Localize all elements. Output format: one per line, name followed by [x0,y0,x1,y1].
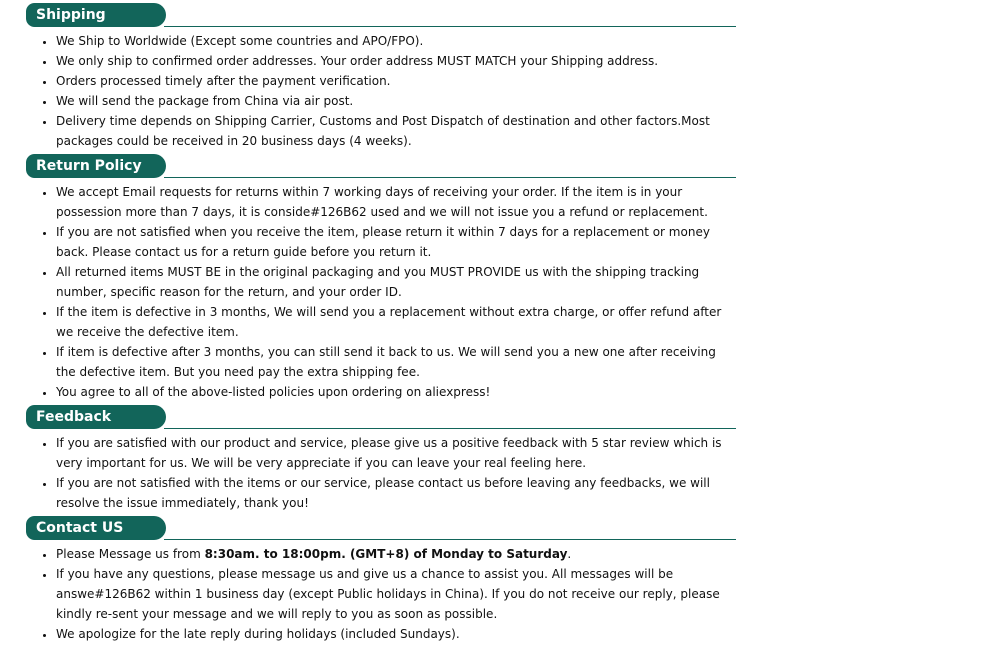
list-item: • Orders processed timely after the payment verification. [56,71,736,91]
list-item: • We only ship to confirmed order addresses. Your order address MUST MATCH your Shipping address. [56,51,736,71]
return-policy-section [26,154,736,402]
contact-title: Contact US [26,516,166,540]
shipping-header [26,3,736,29]
contact-section [26,516,736,644]
list-item: • If you have any questions, please message us and give us a chance to assist you. All messages will be answe#126B62 within 1 business day (except Public holidays in China). If you do not receive our reply, please kindly re-sent your message and we will reply to you as soon as possible. [56,564,736,624]
list-item: • We Ship to Worldwide (Except some countries and APO/FPO). [56,31,736,51]
return-policy-header [26,154,736,180]
shipping-section [26,3,736,151]
list-item: • Delivery time depends on Shipping Carrier, Customs and Post Dispatch of destination and other factors.Most packages could be received in 20 business days (4 weeks). [56,111,736,151]
feedback-section [26,405,736,513]
contact-list [26,544,736,644]
return-policy-title: Return Policy [26,154,166,178]
list-item: • We apologize for the late reply during holidays (included Sundays). [56,624,736,644]
list-item: • If item is defective after 3 months, you can still send it back to us. We will send you a new one after receiving the defective item. But you need pay the extra shipping fee. [56,342,736,382]
list-item: • You agree to all of the above-listed policies upon ordering on aliexpress! [56,382,736,402]
feedback-header [26,405,736,431]
contact-hours-prefix: Please Message us from [56,547,205,561]
contact-divider [164,539,736,540]
contact-header [26,516,736,542]
return-policy-divider [164,177,736,178]
shipping-title: Shipping [26,3,166,27]
list-item [56,544,736,564]
list-item: • We accept Email requests for returns within 7 working days of receiving your order. If the item is in your possession more than 7 days, it is conside#126B62 used and we will not issue you a refund or replacement. [56,182,736,222]
list-item: • If the item is defective in 3 months, We will send you a replacement without extra charge, or offer refund after we receive the defective item. [56,302,736,342]
list-item: • If you are not satisfied when you receive the item, please return it within 7 days for a replacement or money back. Please contact us for a return guide before you return it. [56,222,736,262]
list-item: • We will send the package from China via air post. [56,91,736,111]
shipping-list [26,31,736,151]
contact-hours-suffix: . [567,547,572,561]
feedback-divider [164,428,736,429]
list-item: • All returned items MUST BE in the original packaging and you MUST PROVIDE us with the shipping tracking number, specific reason for the return, and your order ID. [56,262,736,302]
list-item: • If you are not satisfied with the items or our service, please contact us before leaving any feedbacks, we will resolve the issue immediately, thank you! [56,473,736,513]
feedback-title: Feedback [26,405,166,429]
return-policy-list [26,182,736,402]
contact-hours: 8:30am. to 18:00pm. (GMT+8) of Monday to Saturday [204,547,568,561]
shipping-divider [164,26,736,27]
list-item: • If you are satisfied with our product and service, please give us a positive feedback with 5 star review which is very important for us. We will be very appreciate if you can leave your real feeling here. [56,433,736,473]
feedback-list [26,433,736,513]
